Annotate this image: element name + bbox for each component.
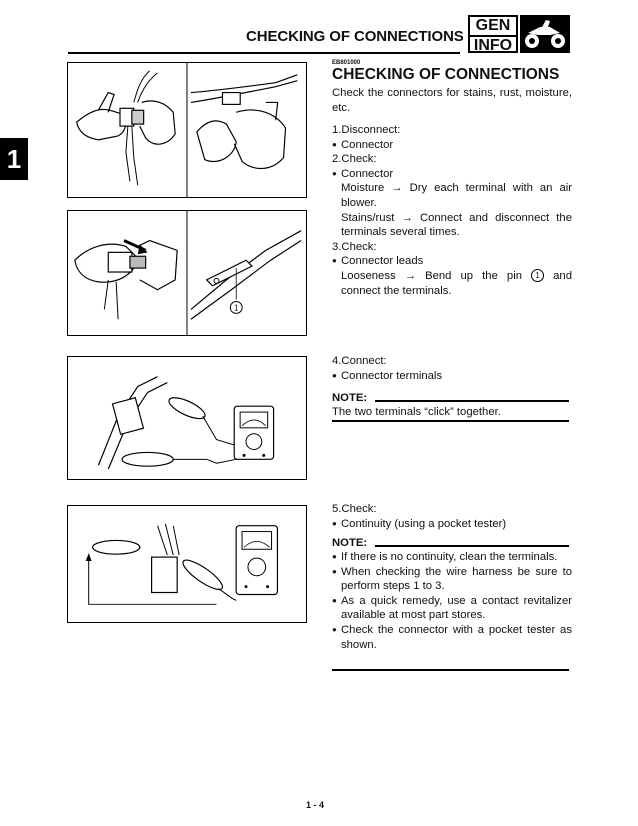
step5-note-3: ● As a quick remedy, use a contact revitalizer available at most part stores.: [332, 594, 572, 623]
step5-note-end-rule: [332, 669, 569, 671]
step5-note-rule: [375, 545, 569, 547]
step5-note-2: ● When checking the wire harness be sure to perform steps 1 to 3.: [332, 565, 572, 594]
steps-1-3: [332, 123, 572, 298]
step4-note-rule: [375, 400, 569, 402]
figure-continuity-test: [67, 505, 307, 623]
figure-callout-1: 1: [234, 303, 239, 313]
figure-disconnect: [67, 62, 307, 198]
step4-note-label: NOTE:: [332, 392, 368, 404]
header-title: CHECKING OF CONNECTIONS: [246, 28, 464, 45]
section-intro: Check the connectors for stains, rust, moisture, etc.: [332, 87, 572, 114]
chapter-tab: 1: [0, 138, 28, 180]
step4-note-end-rule: [332, 420, 569, 422]
pin-callout: 1: [531, 269, 544, 282]
step5-note-label: NOTE:: [332, 537, 368, 549]
step1-item: ● Connector: [332, 138, 572, 153]
step2-heading: 2.Check:: [332, 153, 377, 166]
step2-moisture: Moisture → Dry each terminal with an air blower.: [341, 182, 572, 209]
step5-heading: 5.Check:: [332, 503, 377, 515]
step5-block: [332, 502, 572, 531]
step3-looseness: [332, 269, 572, 298]
step4-item: ● Connector terminals: [332, 369, 572, 384]
figure-connect-terminals: [67, 356, 307, 480]
page-number: 1 - 4: [306, 800, 325, 810]
step3-item: ● Connector leads: [332, 254, 572, 269]
gen-info-badge: [468, 15, 518, 53]
step5-note-1: ● If there is no continuity, clean the terminals.: [332, 550, 572, 565]
header-rule: [68, 52, 460, 54]
step4-block: [332, 354, 572, 383]
section-code: EB801000: [332, 60, 361, 66]
info-label: INFO: [470, 35, 516, 54]
step3-text-post: and connect the terminals.: [341, 269, 572, 297]
step4-note-text: The two terminals “click” together.: [332, 406, 501, 418]
step5-item: ● Continuity (using a pocket tester): [332, 517, 572, 532]
section-title: CHECKING OF CONNECTIONS: [332, 66, 560, 83]
gen-label: GEN: [475, 17, 511, 34]
figure-connector-pin: [67, 210, 307, 336]
step3-text-pre: Looseness → Bend up the pin: [341, 269, 532, 282]
step5-notes: [332, 550, 572, 652]
step3-heading: 3.Check:: [332, 240, 377, 253]
step1-heading: 1.Disconnect:: [332, 124, 401, 136]
step2-item: ● Connector: [332, 167, 572, 182]
atv-icon: [520, 15, 570, 53]
step2-stains: Stains/rust → Connect and disconnect the terminals several times.: [341, 211, 572, 239]
step4-heading: 4.Connect:: [332, 355, 387, 367]
step5-note-4: ● Check the connector with a pocket tester as shown.: [332, 623, 572, 652]
